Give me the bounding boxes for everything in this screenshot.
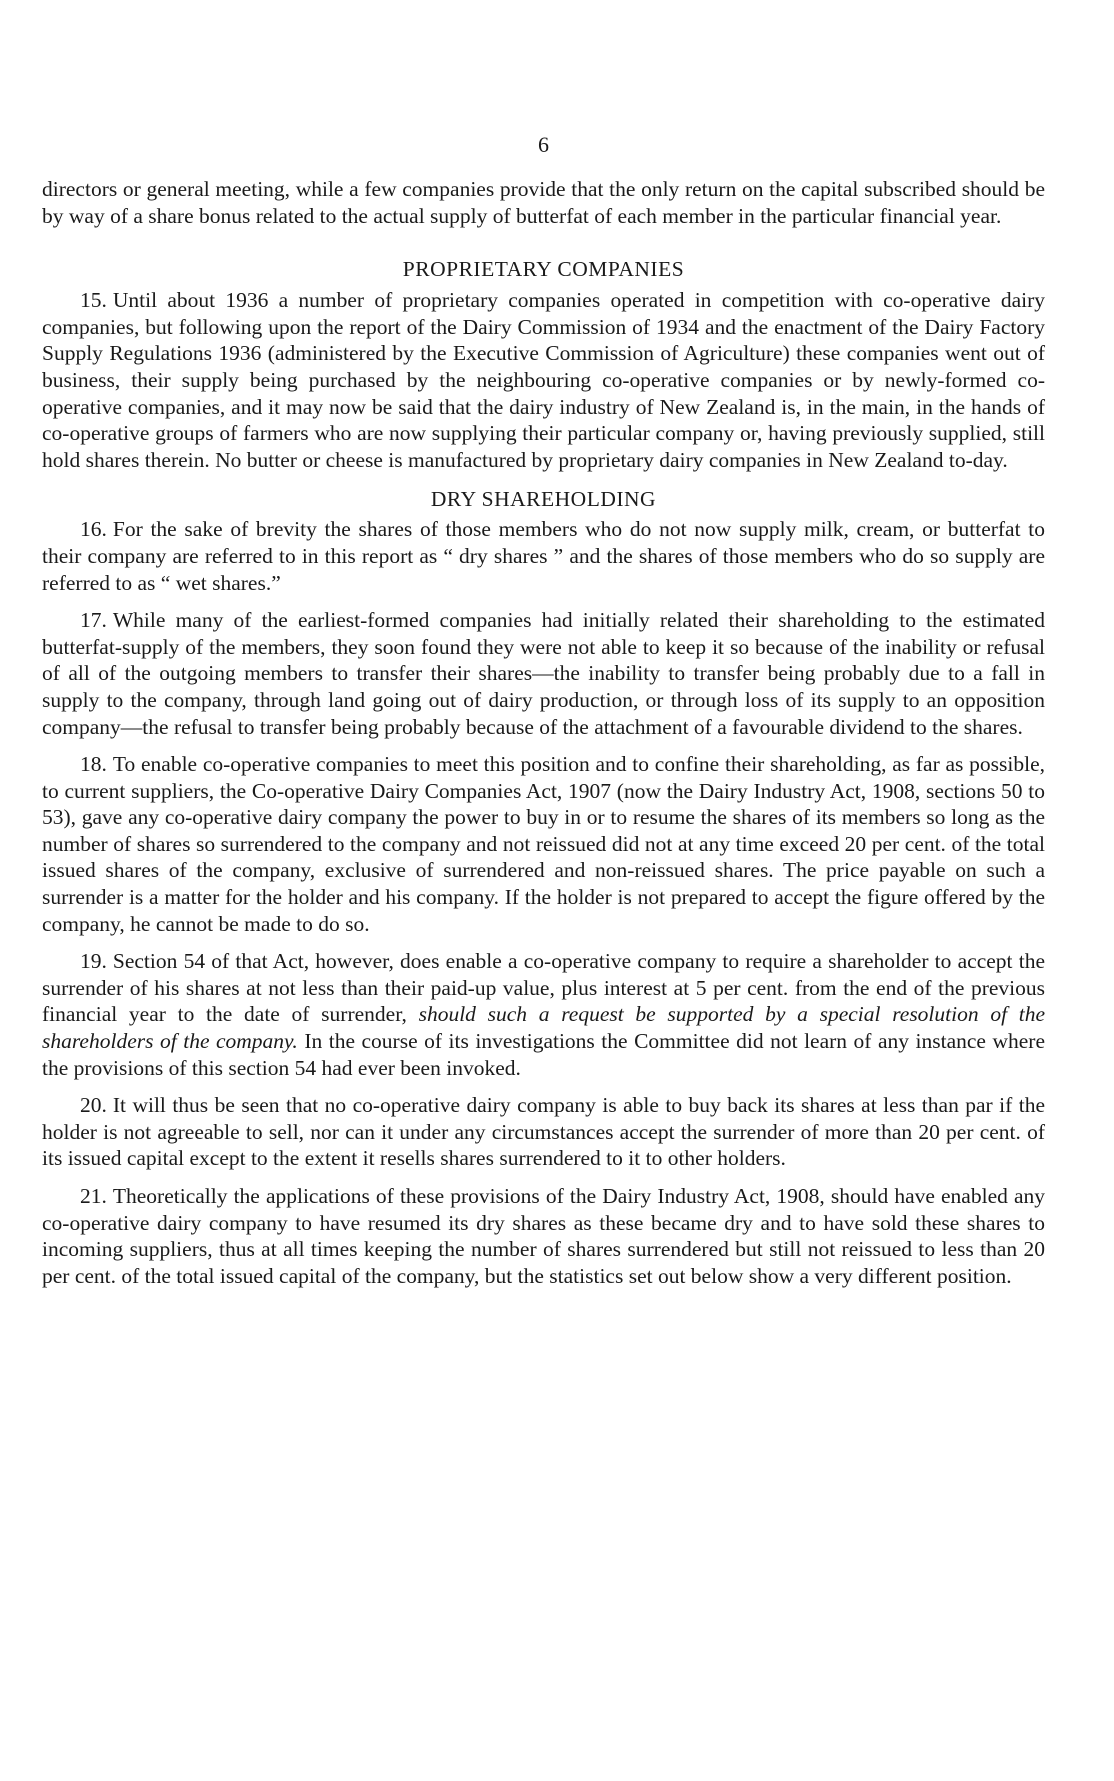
paragraph-text: It will thus be seen that no co-operative dairy company is able to buy back its shares at less than par if the holder is not agreeable to sell, nor can it under any circumstances accept the surrender of more than 20 per cent. of its issued capital except to the extent it resells shares surrendered to it to other holders. [42, 1093, 1045, 1171]
paragraph-text: Section 54 of that Act, however, does enable a co-operative company to require a shareholder to accept the surrender of his shares at not less than their paid-up value, plus interest at 5 per cent. from the end of the previous financial year to the date of surrender, [42, 949, 1045, 1027]
page-number: 6 [538, 132, 549, 157]
paragraph-text: For the sake of brevity the shares of those members who do not now supply milk, cream, or butterfat to their company are referred to in this report as “ dry shares ” and the shares of those members who do so supply are referred to as “ wet shares.” [42, 517, 1045, 595]
section-heading-dry-shareholding: DRY SHAREHOLDING [430, 487, 657, 512]
continuation-paragraph: directors or general meeting, while a few companies provide that the only return on the capital subscribed should be by way of a share bonus related to the actual supply of butterfat of each member in the particular financial year. [42, 177, 1045, 228]
paragraph-number: 15. [80, 288, 107, 313]
paragraph-15 [42, 287, 1045, 473]
paragraph-text: Theoretically the applications of these provisions of the Dairy Industry Act, 1908, should have enabled any co-operative dairy company to have resumed its dry shares as these became dry and to have sold these shares to incoming suppliers, thus at all times keeping the number of shares surrendered but still not reissued to less than 20 per cent. of the total issued capital of the company, but the statistics set out below show a very different position. [42, 1184, 1045, 1288]
paragraph-number: 20. [80, 1093, 107, 1118]
paragraph-text: To enable co-operative companies to meet this position and to confine their shareholding, as far as possible, to current suppliers, the Co-operative Dairy Companies Act, 1907 (now the Dairy Industry Act, 1908, sections 50 to 53), gave any co-operative dairy company the power to buy in or to resume the shares of its members so long as the number of shares so surrendered to the company and not reissued did not at any time exceed 20 per cent. of the total issued shares of the company, exclusive of surrendered and non-reissued shares. The price payable on such a surrender is a matter for the holder and his company. If the holder is not prepared to accept the figure offered by the company, he cannot be made to do so. [42, 752, 1045, 936]
paragraph-21 [42, 1183, 1045, 1289]
body-text [42, 176, 1045, 1289]
paragraph-number: 16. [80, 517, 107, 542]
paragraph-text: In the course of its investigations the Committee did not learn of any instance where the provisions of this section 54 had ever been invoked. [42, 1029, 1045, 1080]
paragraph-text: Until about 1936 a number of proprietary companies operated in competition with co-operative dairy companies, but following upon the report of the Dairy Commission of 1934 and the enactment of the Dairy Factory Supply Regulations 1936 (administered by the Executive Commission of Agriculture) these companies went out of business, their supply being purchased by the neighbouring co-operative companies or by newly-formed co-operative companies, and it may now be said that the dairy industry of New Zealand is, in the main, in the hands of co-operative groups of farmers who are now supplying their particular company or, having previously supplied, still hold shares therein. No butter or cheese is manufactured by proprietary dairy companies in New Zealand to-day. [42, 288, 1045, 472]
italic-emphasis: should such a request be supported by a special resolution of the shareholders of the company. [42, 1002, 1046, 1054]
section-heading-proprietary-companies: PROPRIETARY COMPANIES [402, 257, 685, 282]
paragraph-number: 17. [80, 608, 107, 633]
paragraph-16 [42, 516, 1045, 596]
paragraph-text: While many of the earliest-formed companies had initially related their shareholding to the estimated butterfat-supply of the members, they soon found they were not able to keep it so because of the inability or refusal of all of the outgoing members to transfer their shares—the inability to transfer being probably due to a fall in supply to the company, through land going out of dairy production, or through loss of its supply to an opposition company—the refusal to transfer being probably because of the attachment of a favourable dividend to the shares. [42, 608, 1045, 739]
document-page [42, 0, 1045, 1781]
paragraph-number: 21. [80, 1184, 107, 1208]
paragraph-number: 19. [80, 949, 107, 974]
paragraph-20 [42, 1092, 1045, 1172]
paragraph-18 [42, 751, 1045, 937]
paragraph-number: 18. [80, 752, 107, 777]
paragraph-19 [42, 948, 1045, 1081]
paragraph-17 [42, 607, 1045, 740]
